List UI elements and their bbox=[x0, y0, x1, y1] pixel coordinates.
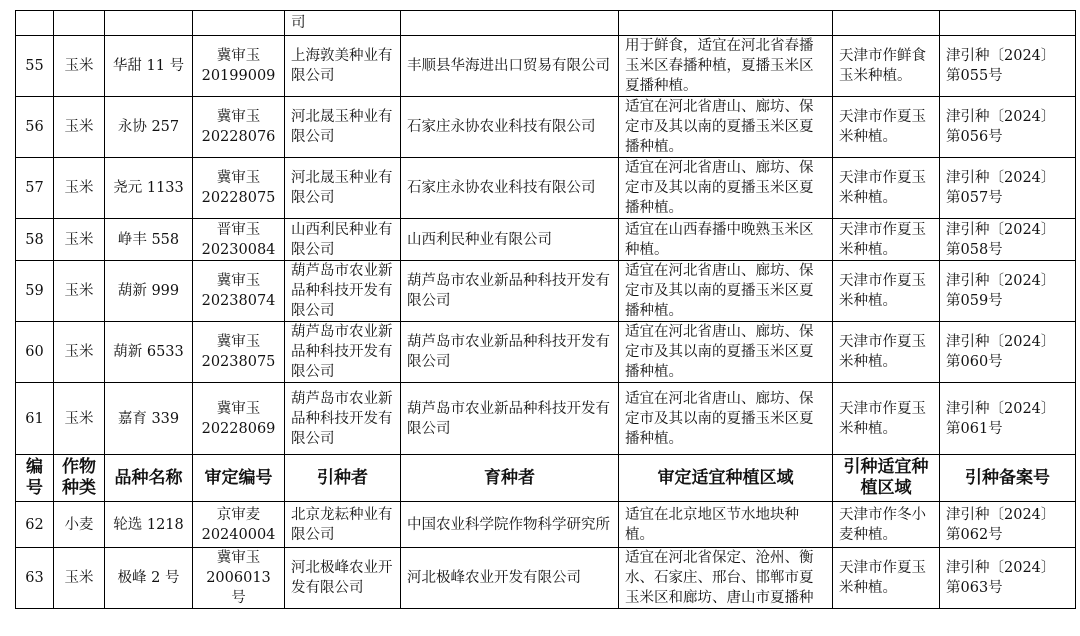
cell-breeder: 葫芦岛市农业新品种科技开发有限公司 bbox=[401, 383, 619, 455]
table-row bbox=[16, 322, 1076, 383]
cell-record: 津引种〔2024〕第059号 bbox=[940, 261, 1076, 322]
cell-intro-area: 天津市作鲜食玉米种植。 bbox=[833, 36, 940, 97]
cell-no: 61 bbox=[16, 383, 54, 455]
cell-variety: 永协 257 bbox=[105, 97, 193, 158]
cell-variety: 极峰 2 号 bbox=[105, 548, 193, 609]
cell-approval: 冀审玉20238074 bbox=[193, 261, 285, 322]
cell-intro-area: 天津市作夏玉米种植。 bbox=[833, 97, 940, 158]
cell-record: 津引种〔2024〕第055号 bbox=[940, 36, 1076, 97]
cell-approval: 晋审玉20230084 bbox=[193, 219, 285, 261]
cell-breeder: 丰顺县华海进出口贸易有限公司 bbox=[401, 36, 619, 97]
table-row bbox=[16, 219, 1076, 261]
cell-record: 津引种〔2024〕第060号 bbox=[940, 322, 1076, 383]
cell-variety: 峥丰 558 bbox=[105, 219, 193, 261]
cell-approval: 冀审玉20228069 bbox=[193, 383, 285, 455]
cell-introducer: 葫芦岛市农业新品种科技开发有限公司 bbox=[285, 383, 401, 455]
cell-record: 津引种〔2024〕第057号 bbox=[940, 158, 1076, 219]
cell-variety: 葫新 6533 bbox=[105, 322, 193, 383]
cell-crop: 玉米 bbox=[54, 261, 105, 322]
cell-introducer: 司 bbox=[285, 11, 401, 36]
cell-breeder: 石家庄永协农业科技有限公司 bbox=[401, 97, 619, 158]
cell-breeder: 河北极峰农业开发有限公司 bbox=[401, 548, 619, 609]
header-no: 编号 bbox=[16, 455, 54, 502]
cell-approval bbox=[193, 11, 285, 36]
cell-approval: 京审麦20240004 bbox=[193, 502, 285, 548]
cell-intro-area: 天津市作夏玉米种植。 bbox=[833, 158, 940, 219]
cell-introducer: 上海敦美种业有限公司 bbox=[285, 36, 401, 97]
table-row bbox=[16, 383, 1076, 455]
cell-intro-area: 天津市作夏玉米种植。 bbox=[833, 548, 940, 609]
cell-no: 57 bbox=[16, 158, 54, 219]
header-record: 引种备案号 bbox=[940, 455, 1076, 502]
cell-crop: 玉米 bbox=[54, 219, 105, 261]
cell-introducer: 葫芦岛市农业新品种科技开发有限公司 bbox=[285, 261, 401, 322]
cell-crop: 小麦 bbox=[54, 502, 105, 548]
table-row bbox=[16, 36, 1076, 97]
cell-approval: 冀审玉2006013号 bbox=[193, 548, 285, 609]
cell-breeder: 葫芦岛市农业新品种科技开发有限公司 bbox=[401, 322, 619, 383]
cell-crop: 玉米 bbox=[54, 383, 105, 455]
cell-no: 56 bbox=[16, 97, 54, 158]
cell-intro-area: 天津市作冬小麦种植。 bbox=[833, 502, 940, 548]
cell-intro-area: 天津市作夏玉米种植。 bbox=[833, 219, 940, 261]
cell-breeder bbox=[401, 11, 619, 36]
cell-approved-area: 适宜在河北省唐山、廊坊、保定市及其以南的夏播玉米区夏播种植。 bbox=[619, 158, 833, 219]
cell-crop: 玉米 bbox=[54, 97, 105, 158]
cell-crop bbox=[54, 11, 105, 36]
cell-approval: 冀审玉20228075 bbox=[193, 158, 285, 219]
cell-breeder: 葫芦岛市农业新品种科技开发有限公司 bbox=[401, 261, 619, 322]
table-row bbox=[16, 158, 1076, 219]
cell-approved-area bbox=[619, 11, 833, 36]
cell-crop: 玉米 bbox=[54, 36, 105, 97]
cell-breeder: 山西利民种业有限公司 bbox=[401, 219, 619, 261]
cell-record: 津引种〔2024〕第056号 bbox=[940, 97, 1076, 158]
cell-approval: 冀审玉20199009 bbox=[193, 36, 285, 97]
variety-table bbox=[15, 10, 1076, 609]
cell-crop: 玉米 bbox=[54, 158, 105, 219]
cell-introducer: 北京龙耘种业有限公司 bbox=[285, 502, 401, 548]
cell-breeder: 中国农业科学院作物科学研究所 bbox=[401, 502, 619, 548]
table-row bbox=[16, 11, 1076, 36]
cell-intro-area: 天津市作夏玉米种植。 bbox=[833, 322, 940, 383]
cell-no: 62 bbox=[16, 502, 54, 548]
cell-record: 津引种〔2024〕第058号 bbox=[940, 219, 1076, 261]
cell-record: 津引种〔2024〕第061号 bbox=[940, 383, 1076, 455]
cell-record: 津引种〔2024〕第062号 bbox=[940, 502, 1076, 548]
cell-intro-area bbox=[833, 11, 940, 36]
cell-variety: 华甜 11 号 bbox=[105, 36, 193, 97]
cell-approved-area: 适宜在河北省唐山、廊坊、保定市及其以南的夏播玉米区夏播种植。 bbox=[619, 261, 833, 322]
header-introducer: 引种者 bbox=[285, 455, 401, 502]
table-row bbox=[16, 502, 1076, 548]
cell-record bbox=[940, 11, 1076, 36]
cell-variety bbox=[105, 11, 193, 36]
cell-intro-area: 天津市作夏玉米种植。 bbox=[833, 261, 940, 322]
cell-no: 58 bbox=[16, 219, 54, 261]
header-breeder: 育种者 bbox=[401, 455, 619, 502]
cell-intro-area: 天津市作夏玉米种植。 bbox=[833, 383, 940, 455]
table-row bbox=[16, 97, 1076, 158]
variety-table-sheet bbox=[15, 10, 1076, 609]
cell-crop: 玉米 bbox=[54, 322, 105, 383]
cell-introducer: 河北晟玉种业有限公司 bbox=[285, 97, 401, 158]
cell-variety: 轮选 1218 bbox=[105, 502, 193, 548]
cell-approval: 冀审玉20228076 bbox=[193, 97, 285, 158]
cell-approval: 冀审玉20238075 bbox=[193, 322, 285, 383]
cell-approved-area: 适宜在河北省唐山、廊坊、保定市及其以南的夏播玉米区夏播种植。 bbox=[619, 97, 833, 158]
cell-approved-area: 适宜在北京地区节水地块种植。 bbox=[619, 502, 833, 548]
cell-variety: 尧元 1133 bbox=[105, 158, 193, 219]
cell-no bbox=[16, 11, 54, 36]
cell-introducer: 河北晟玉种业有限公司 bbox=[285, 158, 401, 219]
cell-no: 60 bbox=[16, 322, 54, 383]
cell-crop: 玉米 bbox=[54, 548, 105, 609]
cell-approved-area: 适宜在河北省保定、沧州、衡水、石家庄、邢台、邯郸市夏玉米区和廊坊、唐山市夏播种 bbox=[619, 548, 833, 609]
header-crop: 作物种类 bbox=[54, 455, 105, 502]
header-approved-area: 审定适宜种植区域 bbox=[619, 455, 833, 502]
header-row bbox=[16, 455, 1076, 502]
header-variety: 品种名称 bbox=[105, 455, 193, 502]
cell-introducer: 河北极峰农业开发有限公司 bbox=[285, 548, 401, 609]
cell-variety: 葫新 999 bbox=[105, 261, 193, 322]
cell-approved-area: 适宜在河北省唐山、廊坊、保定市及其以南的夏播玉米区夏播种植。 bbox=[619, 322, 833, 383]
cell-introducer: 山西利民种业有限公司 bbox=[285, 219, 401, 261]
header-approval: 审定编号 bbox=[193, 455, 285, 502]
cell-no: 59 bbox=[16, 261, 54, 322]
cell-variety: 嘉育 339 bbox=[105, 383, 193, 455]
cell-approved-area: 适宜在河北省唐山、廊坊、保定市及其以南的夏播玉米区夏播种植。 bbox=[619, 383, 833, 455]
table-row bbox=[16, 261, 1076, 322]
cell-introducer: 葫芦岛市农业新品种科技开发有限公司 bbox=[285, 322, 401, 383]
cell-record: 津引种〔2024〕第063号 bbox=[940, 548, 1076, 609]
header-intro-area: 引种适宜种植区域 bbox=[833, 455, 940, 502]
table-row bbox=[16, 548, 1076, 609]
cell-approved-area: 适宜在山西春播中晚熟玉米区种植。 bbox=[619, 219, 833, 261]
cell-no: 55 bbox=[16, 36, 54, 97]
cell-no: 63 bbox=[16, 548, 54, 609]
cell-approved-area: 用于鲜食，适宜在河北省春播玉米区春播种植，夏播玉米区夏播种植。 bbox=[619, 36, 833, 97]
cell-breeder: 石家庄永协农业科技有限公司 bbox=[401, 158, 619, 219]
